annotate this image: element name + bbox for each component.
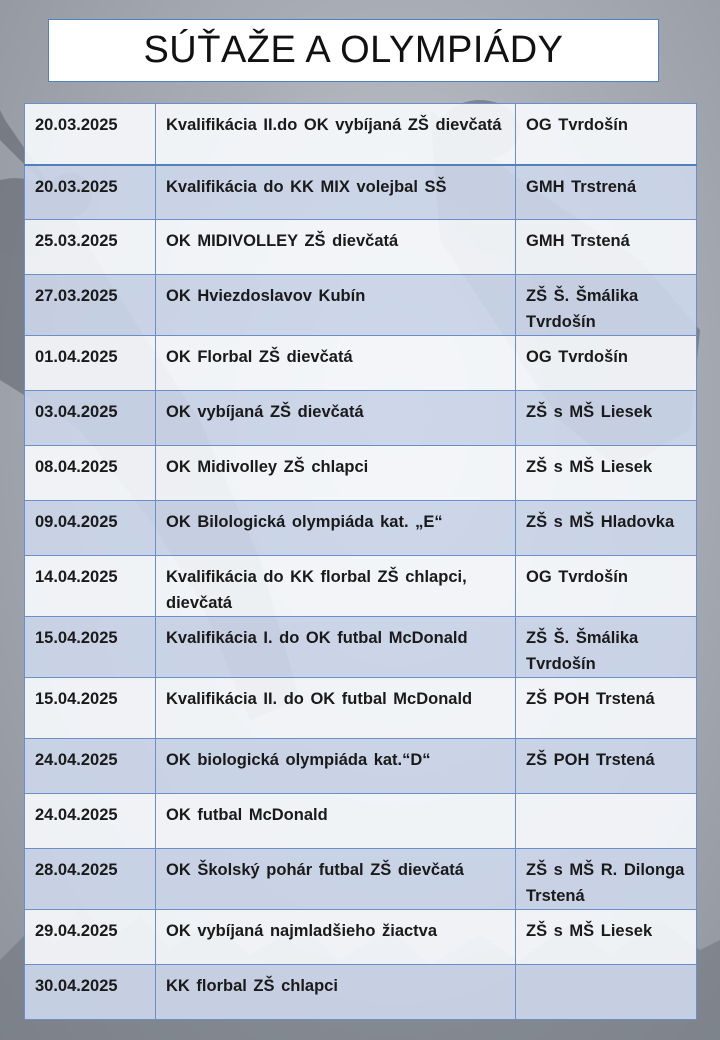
- date-cell: 24.04.2025: [25, 739, 156, 794]
- table-row: [25, 678, 697, 739]
- event-cell: Kvalifikácia do KK florbal ZŠ chlapci, dievčatá: [156, 556, 516, 617]
- venue-cell: GMH Trstrená: [516, 165, 697, 220]
- venue-cell: GMH Trstená: [516, 220, 697, 275]
- event-cell: OK biologická olympiáda kat.“D“: [156, 739, 516, 794]
- venue-cell: ZŠ Š. Šmálika Tvrdošín: [516, 617, 697, 678]
- event-cell: OK Midivolley ZŠ chlapci: [156, 446, 516, 501]
- title-box: [48, 19, 659, 82]
- table-row: [25, 165, 697, 220]
- date-cell: 27.03.2025: [25, 275, 156, 336]
- page-title: SÚŤAŽE A OLYMPIÁDY: [143, 29, 564, 71]
- venue-cell: OG Tvrdošín: [516, 336, 697, 391]
- date-cell: 24.04.2025: [25, 794, 156, 849]
- table-row: [25, 336, 697, 391]
- event-cell: Kvalifikácia II.do OK vybíjaná ZŠ dievčatá: [156, 104, 516, 165]
- venue-cell: ZŠ POH Trstená: [516, 739, 697, 794]
- table-row: [25, 275, 697, 336]
- date-cell: 20.03.2025: [25, 165, 156, 220]
- event-cell: OK Školský pohár futbal ZŠ dievčatá: [156, 849, 516, 910]
- table-row: [25, 446, 697, 501]
- table-row: [25, 849, 697, 910]
- table-row: [25, 220, 697, 275]
- date-cell: 03.04.2025: [25, 391, 156, 446]
- event-cell: OK MIDIVOLLEY ZŠ dievčatá: [156, 220, 516, 275]
- event-cell: OK futbal McDonald: [156, 794, 516, 849]
- venue-cell: OG Tvrdošín: [516, 104, 697, 165]
- venue-cell: ZŠ Š. Šmálika Tvrdošín: [516, 275, 697, 336]
- table-row: [25, 501, 697, 556]
- event-cell: KK florbal ZŠ chlapci: [156, 965, 516, 1020]
- date-cell: 08.04.2025: [25, 446, 156, 501]
- date-cell: 09.04.2025: [25, 501, 156, 556]
- venue-cell: OG Tvrdošín: [516, 556, 697, 617]
- event-cell: OK vybíjaná ZŠ dievčatá: [156, 391, 516, 446]
- table-row: [25, 965, 697, 1020]
- venue-cell: ZŠ s MŠ Liesek: [516, 391, 697, 446]
- event-cell: OK Florbal ZŠ dievčatá: [156, 336, 516, 391]
- table-row: [25, 739, 697, 794]
- table-row: [25, 391, 697, 446]
- venue-cell: ZŠ s MŠ Liesek: [516, 446, 697, 501]
- venue-cell: ZŠ s MŠ Liesek: [516, 910, 697, 965]
- date-cell: 15.04.2025: [25, 678, 156, 739]
- venue-cell: [516, 965, 697, 1020]
- date-cell: 29.04.2025: [25, 910, 156, 965]
- event-cell: OK vybíjaná najmladšieho žiactva: [156, 910, 516, 965]
- date-cell: 14.04.2025: [25, 556, 156, 617]
- date-cell: 30.04.2025: [25, 965, 156, 1020]
- venue-cell: [516, 794, 697, 849]
- event-cell: Kvalifikácia do KK MIX volejbal SŠ: [156, 165, 516, 220]
- date-cell: 20.03.2025: [25, 104, 156, 165]
- event-cell: Kvalifikácia II. do OK futbal McDonald: [156, 678, 516, 739]
- table-row: [25, 556, 697, 617]
- date-cell: 25.03.2025: [25, 220, 156, 275]
- venue-cell: ZŠ s MŠ R. Dilonga Trstená: [516, 849, 697, 910]
- date-cell: 28.04.2025: [25, 849, 156, 910]
- table-row: [25, 910, 697, 965]
- event-cell: OK Bilologická olympiáda kat. „E“: [156, 501, 516, 556]
- venue-cell: ZŠ s MŠ Hladovka: [516, 501, 697, 556]
- date-cell: 15.04.2025: [25, 617, 156, 678]
- schedule-table: [24, 103, 697, 1020]
- table-row: [25, 104, 697, 165]
- event-cell: Kvalifikácia I. do OK futbal McDonald: [156, 617, 516, 678]
- table-row: [25, 617, 697, 678]
- event-cell: OK Hviezdoslavov Kubín: [156, 275, 516, 336]
- date-cell: 01.04.2025: [25, 336, 156, 391]
- venue-cell: ZŠ POH Trstená: [516, 678, 697, 739]
- table-row: [25, 794, 697, 849]
